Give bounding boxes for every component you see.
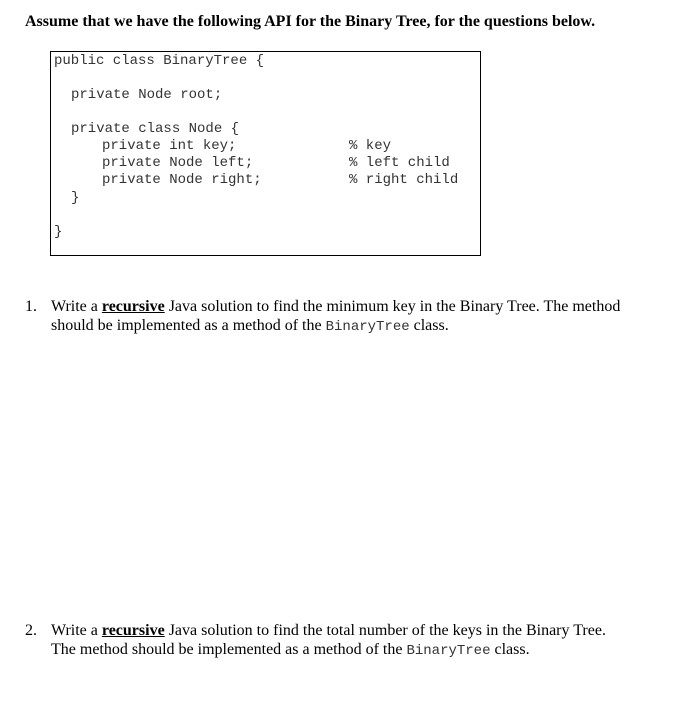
code-key-field: private int key; [102,138,237,154]
code-inner-close-brace: } [71,190,80,206]
question-keyword: recursive [101,622,165,639]
page-heading: Assume that we have the following API for the Binary Tree, for the questions below. [25,13,596,30]
code-node-declaration: private class Node { [71,121,240,137]
question-2 [25,621,650,661]
question-text-part: The method should be implemented as a method of the [51,641,407,658]
question-text-part: Java solution to find the total number of the keys in the Binary Tree. [164,622,606,639]
question-text-line2 [51,316,650,337]
question-text-part: class. [409,317,449,334]
code-class-declaration: public class BinaryTree { [54,53,265,69]
question-text-part: Java solution to find the minimum key in the Binary Tree. The method [164,298,621,315]
code-box [50,51,481,256]
question-text-part: Write a [51,622,102,639]
question-text-part: should be implemented as a method of the [51,317,326,334]
code-right-field: private Node right; [102,172,262,188]
code-comment-left: % left child [349,155,450,171]
question-number: 1. [25,298,37,315]
code-root-field: private Node root; [71,87,223,103]
code-left-field: private Node left; [102,155,254,171]
question-text [51,297,650,337]
question-keyword: recursive [101,298,165,315]
question-number: 2. [25,622,37,639]
question-text-part: Write a [51,298,102,315]
code-outer-close-brace: } [54,224,63,240]
question-text-line2 [51,640,650,661]
code-comment-key: % key [349,138,392,154]
question-text-part: class. [490,641,530,658]
question-1 [25,297,650,337]
question-text [51,621,650,661]
question-class-name: BinaryTree [325,319,410,335]
question-class-name: BinaryTree [406,643,491,659]
code-comment-right: % right child [349,172,459,188]
